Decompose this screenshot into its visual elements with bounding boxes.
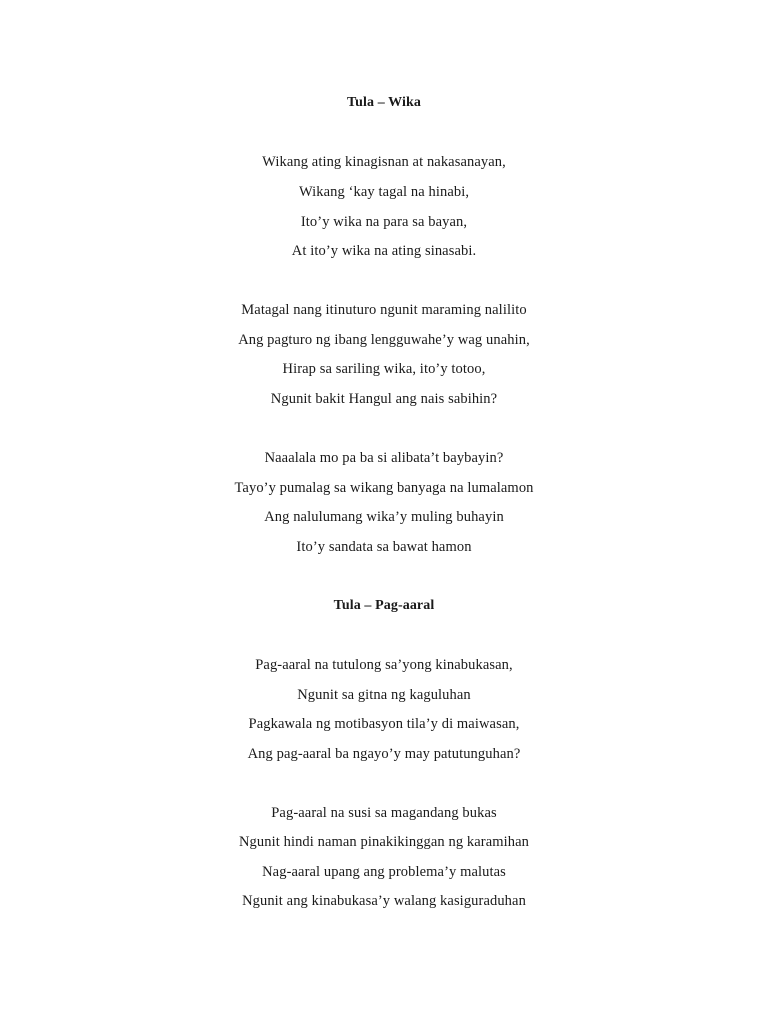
poem-line: Wikang ‘kay tagal na hinabi, xyxy=(298,184,470,200)
poem-line: Pag-aaral na susi sa magandang bukas xyxy=(271,805,497,821)
poem-line: Pag-aaral na tutulong sa’yong kinabukasan, xyxy=(255,657,513,673)
poem-line: Ngunit hindi naman pinakikinggan ng karamihan xyxy=(238,834,529,850)
poem-line: Ang nalulumang wika’y muling buhayin xyxy=(264,509,504,525)
poem-title: Tula – Wika xyxy=(347,95,421,110)
poem-line: Ito’y sandata sa bawat hamon xyxy=(296,539,472,555)
poem-line: Naaalala mo pa ba si alibata’t baybayin? xyxy=(264,450,504,466)
poem-line: Matagal nang itinuturo ngunit maraming nalilito xyxy=(241,302,527,318)
poem-title: Tula – Pag-aaral xyxy=(333,598,435,613)
poem-line: Ngunit sa gitna ng kaguluhan xyxy=(297,687,471,703)
poem-line: Pagkawala ng motibasyon tila’y di maiwasan, xyxy=(248,716,520,732)
poem-line: Wikang ating kinagisnan at nakasanayan, xyxy=(262,154,506,170)
poem-line: Ang pagturo ng ibang lengguwahe’y wag unahin, xyxy=(238,332,530,348)
poem-line: Ngunit bakit Hangul ang nais sabihin? xyxy=(270,391,498,407)
poem-line: At ito’y wika na ating sinasabi. xyxy=(291,243,477,259)
poem-line: Ito’y wika na para sa bayan, xyxy=(300,214,468,230)
poem-line: Hirap sa sariling wika, ito’y totoo, xyxy=(282,361,486,377)
poem-line: Nag-aaral upang ang problema’y malutas xyxy=(262,864,506,880)
poem-line: Ang pag-aaral ba ngayo’y may patutunguhan? xyxy=(247,746,521,762)
poem-line: Ngunit ang kinabukasa’y walang kasiguraduhan xyxy=(242,893,526,909)
poem-line: Tayo’y pumalag sa wikang banyaga na lumalamon xyxy=(234,480,534,496)
